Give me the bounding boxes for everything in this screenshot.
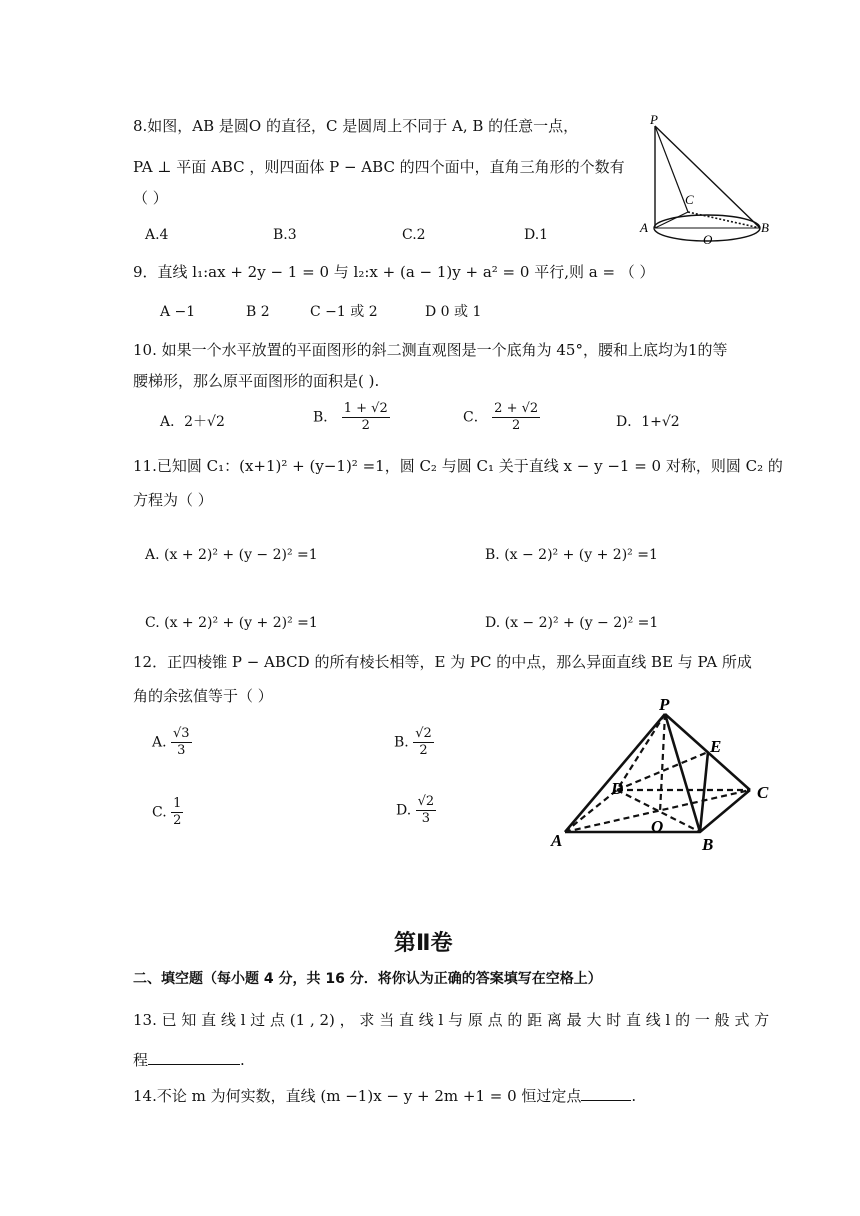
q9-option-d: D 0 或 1 bbox=[425, 304, 482, 320]
q10-option-b-numerator: 1 + √2 bbox=[343, 401, 388, 416]
q10-option-d: D．1+√2 bbox=[616, 414, 680, 430]
q10-option-c bbox=[463, 401, 540, 434]
q10-line1: 10. 如果一个水平放置的平面图形的斜二测直观图是一个底角为 45°，腰和上底均为1的等 bbox=[133, 341, 728, 359]
q12-option-a-fraction bbox=[171, 726, 192, 759]
q13-line2 bbox=[133, 1050, 245, 1070]
label-o: O bbox=[651, 817, 664, 836]
q11-line1: 11.已知圆 C₁：(x+1)² + (y−1)² =1，圆 C₂ 与圆 C₁ 关于直线 x − y −1 = 0 对称，则圆 C₂ 的 bbox=[133, 457, 783, 475]
label-e: E bbox=[710, 737, 722, 756]
q12-option-c-prefix: C. bbox=[152, 804, 167, 821]
q12-figure bbox=[545, 692, 785, 857]
edge-ad bbox=[565, 790, 617, 832]
q14-line bbox=[133, 1086, 636, 1106]
q12-option-b-fraction bbox=[413, 726, 434, 759]
q10-option-b bbox=[313, 401, 390, 434]
fill-in-section-heading: 二、填空题（每小题 4 分，共 16 分．将你认为正确的答案填写在空格上） bbox=[133, 971, 602, 987]
q13-prefix: 程 bbox=[133, 1051, 149, 1069]
q10-option-c-denominator: 2 bbox=[512, 418, 521, 433]
q13-line1: 13. 已 知 直 线 l 过 点 (1 , 2) ， 求 当 直 线 l 与 原 点 的 距 离 最 大 时 直 线 l 的 一 般 式 方 bbox=[133, 1011, 770, 1029]
q11-option-c: C. (x + 2)² + (y + 2)² =1 bbox=[145, 615, 318, 631]
q12-option-d bbox=[396, 794, 436, 827]
label-b: B bbox=[761, 220, 769, 235]
q12-option-a bbox=[152, 726, 192, 759]
q8-option-b: B.3 bbox=[273, 227, 297, 243]
q8-line2: PA ⊥ 平面 ABC ，则四面体 P − ABC 的四个面中，直角三角形的个数有 bbox=[133, 158, 625, 176]
q12-option-a-numerator: √3 bbox=[173, 726, 190, 741]
edge-pb bbox=[665, 714, 700, 832]
q8-figure bbox=[630, 108, 790, 253]
label-d: D bbox=[611, 779, 624, 798]
q14-answer-blank[interactable] bbox=[581, 1086, 631, 1101]
q10-option-a: A．2＋√2 bbox=[160, 414, 225, 430]
q11-line2: 方程为（ ） bbox=[133, 491, 213, 509]
label-c: C bbox=[685, 192, 694, 207]
q12-option-a-prefix: A. bbox=[152, 734, 167, 751]
q12-option-b-denominator: 2 bbox=[419, 743, 428, 758]
edge-pb bbox=[655, 126, 760, 228]
q10-option-b-denominator: 2 bbox=[361, 418, 370, 433]
q12-option-a-denominator: 3 bbox=[177, 743, 186, 758]
edge-pc bbox=[655, 126, 688, 212]
q14-prefix: 14.不论 m 为何实数，直线 (m −1)x − y + 2m +1 = 0 恒过定点 bbox=[133, 1087, 582, 1105]
q10-option-b-prefix: B． bbox=[313, 409, 338, 426]
q10-option-c-numerator: 2 + √2 bbox=[494, 401, 539, 416]
q12-option-b-prefix: B. bbox=[394, 734, 409, 751]
q12-option-b-numerator: √2 bbox=[415, 726, 432, 741]
q9-option-c: C −1 或 2 bbox=[310, 304, 378, 320]
q8-line3: （ ） bbox=[133, 189, 168, 207]
q11-option-b: B. (x − 2)² + (y + 2)² =1 bbox=[485, 547, 658, 563]
q12-line2: 角的余弦值等于（ ） bbox=[133, 687, 273, 705]
q9-option-b: B 2 bbox=[246, 304, 270, 320]
edge-ac bbox=[655, 212, 688, 228]
q10-line2: 腰梯形，那么原平面图形的面积是( ). bbox=[133, 372, 380, 390]
q12-option-b bbox=[394, 726, 434, 759]
q12-option-c bbox=[152, 796, 183, 829]
edge-pd bbox=[617, 714, 665, 790]
label-p: P bbox=[659, 695, 670, 714]
q9-option-a: A −1 bbox=[160, 304, 196, 320]
q12-line1: 12．正四棱锥 P − ABCD 的所有棱长相等，E 为 PC 的中点，那么异面直线 BE 与 PA 所成 bbox=[133, 653, 752, 671]
q11-option-a: A. (x + 2)² + (y − 2)² =1 bbox=[145, 547, 318, 563]
label-c: C bbox=[757, 783, 769, 802]
label-p: P bbox=[650, 112, 658, 127]
q12-option-d-fraction bbox=[416, 794, 437, 827]
q12-option-d-denominator: 3 bbox=[421, 811, 431, 826]
q10-option-b-fraction bbox=[342, 401, 390, 434]
q9-text: 9．直线 l₁:ax + 2y − 1 = 0 与 l₂:x + (a − 1)y + a² = 0 平行,则 a = （ ） bbox=[133, 263, 655, 281]
label-o: O bbox=[703, 232, 713, 247]
height-po bbox=[660, 714, 665, 812]
q12-option-c-denominator: 2 bbox=[173, 813, 182, 828]
q8-option-c: C.2 bbox=[402, 227, 426, 243]
q10-option-c-prefix: C． bbox=[463, 409, 488, 426]
segment-be bbox=[700, 752, 708, 832]
q11-option-d: D. (x − 2)² + (y − 2)² =1 bbox=[485, 615, 659, 631]
label-a: A bbox=[551, 831, 563, 850]
q8-option-a: A.4 bbox=[145, 227, 169, 243]
edge-pa bbox=[565, 714, 665, 832]
q14-suffix: . bbox=[631, 1087, 637, 1105]
label-a: A bbox=[640, 220, 648, 235]
label-b: B bbox=[702, 835, 714, 854]
q13-answer-blank[interactable] bbox=[148, 1050, 240, 1065]
q8-line1: 8.如图，AB 是圆O 的直径，C 是圆周上不同于 A, B 的任意一点， bbox=[133, 117, 579, 135]
q8-option-d: D.1 bbox=[524, 227, 549, 243]
q13-suffix: . bbox=[240, 1051, 245, 1069]
q12-option-d-prefix: D. bbox=[396, 802, 412, 819]
part2-title: 第Ⅱ卷 bbox=[394, 931, 453, 956]
q12-option-c-fraction bbox=[171, 796, 183, 829]
q12-option-d-numerator: √2 bbox=[417, 794, 435, 809]
q10-option-c-fraction bbox=[492, 401, 540, 434]
q12-option-c-numerator: 1 bbox=[173, 796, 182, 811]
